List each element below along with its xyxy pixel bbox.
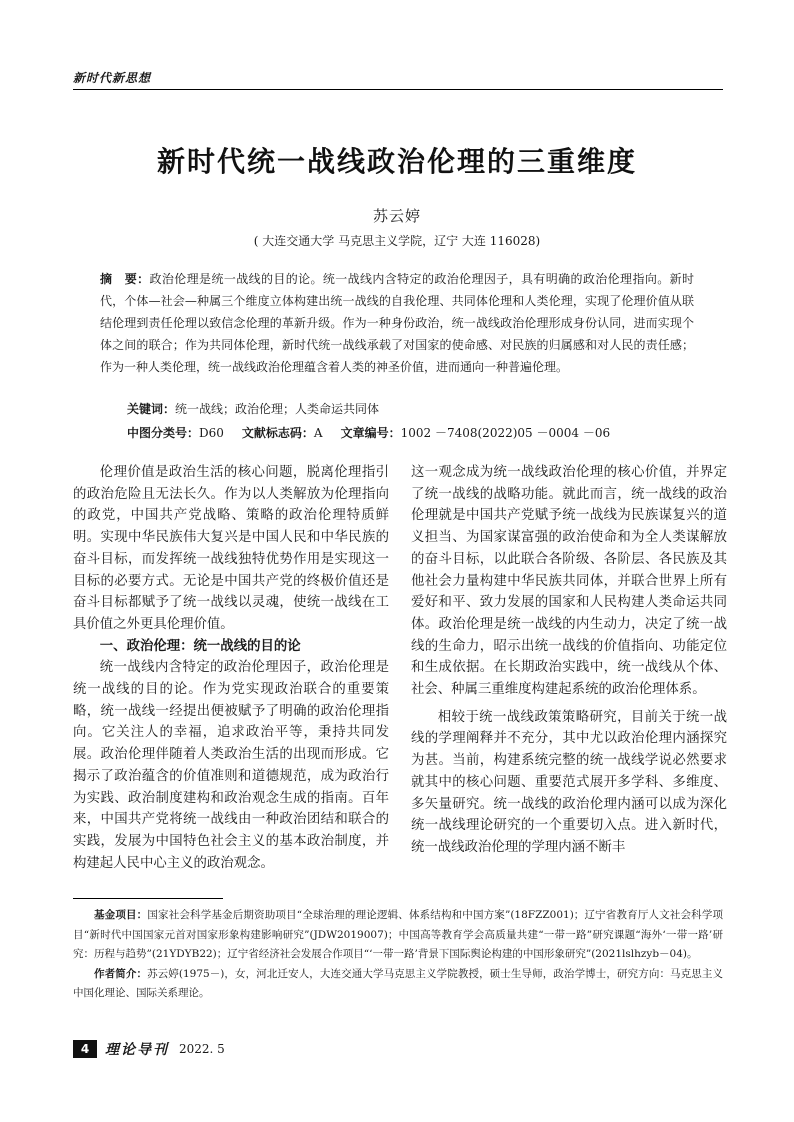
author-bio-label: 作者简介： <box>94 967 148 980</box>
article-no-label: 文章编号： <box>340 426 401 440</box>
fund-text: 国家社会科学基金后期资助项目“全球治理的理论逻辑、体系结构和中国方案”(18FZZ001)；辽宁省教育厅人文社会科学项目“新时代中国国家元首对国家形象构建影响研究”(JDW2019007)；中国高等教育学会高质量共建“一带一路”研究课题“海外‘一带一路’研究：历程与趋势”(21YDYB22)；辽宁省经济社会发展合作项目“‘一带一路’背景下国际舆论构建的中国形象研究”(2021lslhzyb－04)。 <box>73 909 724 960</box>
body-paragraph: 相较于统一战线政策策略研究，目前关于统一战线的学理阐释并不充分，其中尤以政治伦理内涵探究为甚。当前，构建系统完整的统一战线学说必然要求就其中的核心问题、重要范式展开多学科、多维度、多矢量研究。统一战线的政治伦理内涵可以成为深化统一战线理论研究的一个重要切入点。进入新时代，统一战线政治伦理的学理内涵不断丰 <box>411 709 727 855</box>
doc-code-value: A <box>313 426 323 440</box>
classification-line <box>127 424 610 441</box>
section-heading: 一、政治伦理：统一战线的目的论 <box>99 638 301 654</box>
body-paragraph: 这一观念成为统一战线政治伦理的核心价值，并界定了统一战线的战略功能。就此而言，统一战线的政治伦理就是中国共产党赋予统一战线为民族谋复兴的道义担当、为国家谋富强的政治使命和为全人类谋解放的奋斗目标，以此联合各阶级、各阶层、各民族及其他社会力量构建中华民族共同体，并联合世界上所有爱好和平、致力发展的国家和人民构建人类命运共同体。政治伦理是统一战线的内生动力，决定了统一战线的生命力，昭示出统一战线的价值指向、功能定位和生成依据。在长期政治实践中，统一战线从个体、社会、种属三重维度构建起系统的政治伦理体系。 <box>411 465 727 698</box>
article-author: 苏云婷 <box>372 207 421 225</box>
article-no-value: 1002 －7408(2022)05 －0004 －06 <box>400 426 611 440</box>
article-affiliation: ( 大连交通大学 马克思主义学院，辽宁 大连 116028) <box>253 234 541 248</box>
page-number: 4 <box>73 1040 97 1058</box>
body-paragraph: 伦理价值是政治生活的核心问题，脱离伦理指引的政治危险且无法长久。作为以人类解放为伦理指向的政党，中国共产党战略、策略的政治伦理特质鲜明。实现中华民族伟大复兴是中国人民和中华民族的奋斗目标，而发挥统一战线独特优势作用是实现这一目标的必要方式。无论是中国共产党的终极价值还是奋斗目标都赋予了统一战线以灵魂，使统一战线在工具价值之外更具伦理价值。 <box>73 465 389 632</box>
journal-name: 理论导刊 <box>105 1042 169 1058</box>
author-note <box>73 965 723 1004</box>
body-column-left <box>73 462 389 874</box>
keywords <box>127 400 379 417</box>
running-head: 新时代新思想 <box>73 71 152 85</box>
abstract-text: 政治伦理是统一战线的目的论。统一战线内含特定的政治伦理因子，具有明确的政治伦理指向。新时代，个体—社会—种属三个维度立体构建出统一战线的自我伦理、共同体伦理和人类伦理，实现了伦理价值从联结伦理到责任伦理以致信念伦理的革新升级。作为一种身份政治，统一战线政治伦理形成身份认同，进而实现个体之间的联合；作为共同体伦理，新时代统一战线承载了对国家的使命感、对民族的归属感和对人民的责任感；作为一种人类伦理，统一战线政治伦理蕴含着人类的神圣价值，进而通向一种普遍伦理。 <box>100 272 694 374</box>
clc-value: D60 <box>199 426 224 440</box>
fund-label: 基金项目： <box>94 909 148 921</box>
page-footer <box>73 1040 225 1058</box>
keywords-text: 统一战线；政治伦理；人类命运共同体 <box>175 402 380 416</box>
body-column-right <box>411 462 727 859</box>
author-bio-text: 苏云婷(1975－)，女，河北迁安人，大连交通大学马克思主义学院教授，硕士生导师，政治学博士，研究方向：马克思主义中国化理论、国际关系理论。 <box>73 967 724 999</box>
header-rule <box>73 89 723 90</box>
fund-note <box>73 906 723 965</box>
body-paragraph: 统一战线内含特定的政治伦理因子，政治伦理是统一战线的目的论。作为党实现政治联合的重要策略，统一战线一经提出便被赋予了明确的政治伦理指向。它关注人的幸福，追求政治平等，秉持共同发展。政治伦理伴随着人类政治生活的出现而形成。它揭示了政治蕴含的价值准则和道德规范，成为政治行为实践、政治制度建构和政治观念生成的指南。百年来，中国共产党将统一战线由一种政治团结和联合的实践，发展为中国特色社会主义的基本政治制度，并构建起人民中心主义的政治观念。 <box>73 660 389 871</box>
clc-label: 中图分类号： <box>127 426 200 440</box>
doc-code-label: 文献标志码： <box>241 426 314 440</box>
abstract <box>100 268 694 378</box>
keywords-label: 关键词： <box>127 402 176 416</box>
footnote-rule <box>73 898 223 899</box>
article-title: 新时代统一战线政治伦理的三重维度 <box>156 145 637 178</box>
abstract-label: 摘 要： <box>100 272 150 286</box>
issue-number: 2022. 5 <box>179 1042 225 1056</box>
footnotes <box>73 906 723 1004</box>
